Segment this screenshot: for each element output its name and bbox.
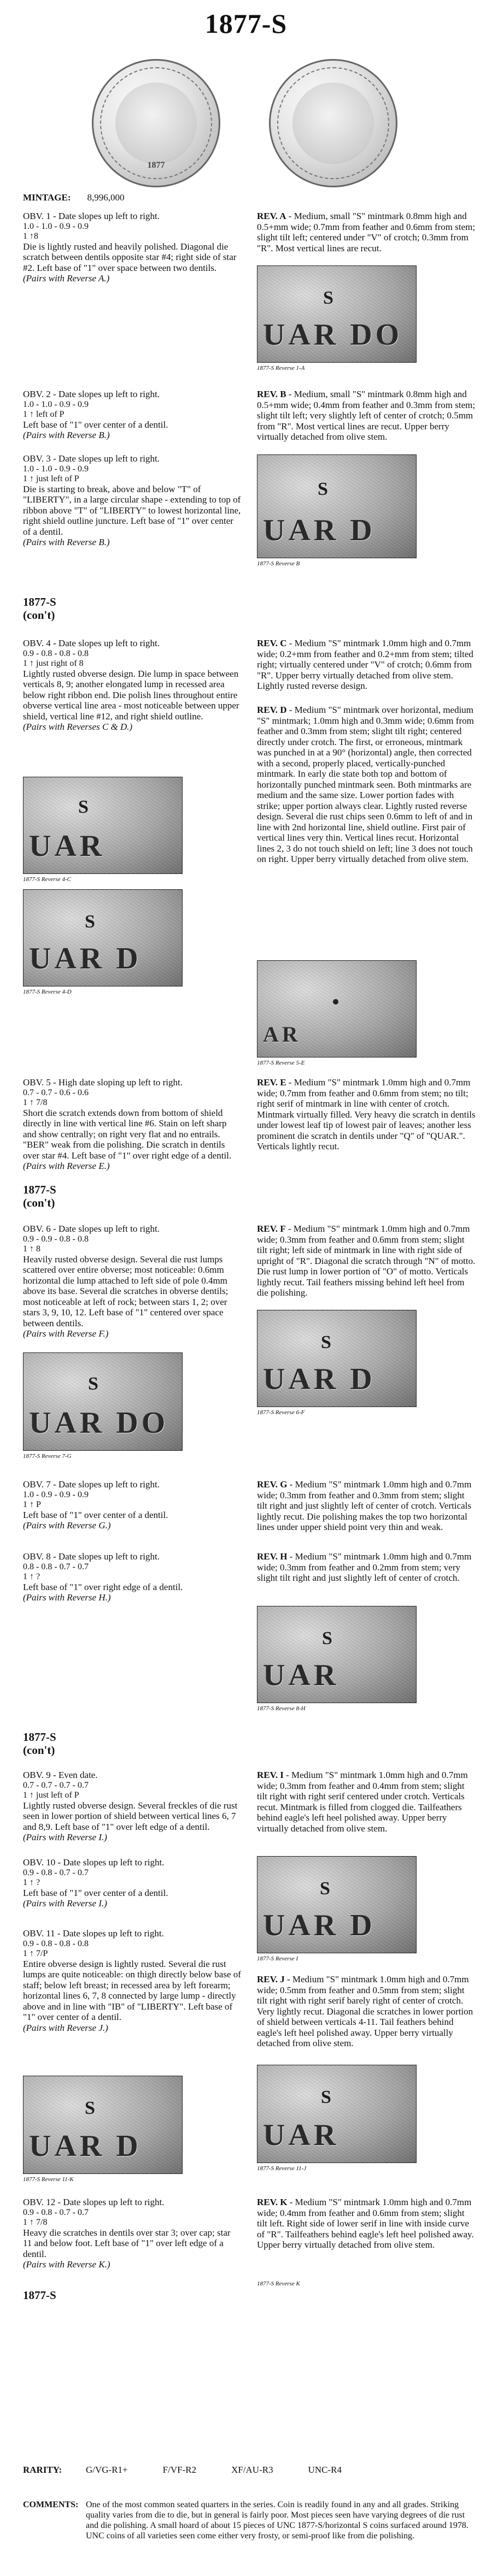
continued-heading: [23, 1730, 56, 1757]
reverse-head: REV. C: [257, 638, 287, 648]
obverse-grades: 0.7 - 0.7 - 0.7 - 0.7: [23, 1780, 89, 1790]
continued-label: (con't): [23, 1196, 55, 1209]
mintmark-s: S: [321, 2087, 331, 2107]
obverse-head: OBV. 12 - Date slopes up left to right.: [23, 2197, 165, 2207]
obverse-text: Heavily rusted obverse design. Several die rust lumps scattered over entire obverse; most noticeable: 0.6mm horizontal die lump attached to left side of pole 0.4mm above its base. Several die scratches in obverse dentils; most noticeable at left of rock; between stars 1, 2; over stars 3, 9, 10, 12. Left base of "1" centered over space between dentils.: [23, 1254, 229, 1328]
reverse-entry: [257, 1551, 476, 1584]
obverse-head: OBV. 8 - Date slopes up left to right.: [23, 1551, 160, 1562]
obverse-text: Left base of "1" over center of a dentil.: [23, 1509, 168, 1520]
obverse-arrows: 1 ↑ just left of P: [23, 474, 79, 483]
coin-design: [115, 82, 197, 164]
obverse-grades: 1.0 - 1.0 - 0.9 - 0.9: [23, 464, 89, 474]
obverse-text: Die is lightly rusted and heavily polished. Diagonal die scratch between dentils opposite star #4; right side of star #2. Left base of "1" over space between two dentils.: [23, 241, 237, 273]
mintmark-s: S: [320, 1878, 330, 1899]
obverse-head: OBV. 6 - Date slopes up left to right.: [23, 1224, 160, 1234]
photo-letters: UAR D: [29, 2129, 142, 2163]
mintmark-s: S: [85, 2098, 95, 2118]
reverse-head: REV. H: [257, 1551, 288, 1562]
die-rust-dot: [333, 999, 338, 1005]
reverse-head: REV. A: [257, 211, 286, 221]
obverse-entry: [23, 638, 242, 732]
obverse-note: (Pairs with Reverse I.): [23, 1898, 107, 1909]
obverse-text: Lightly rusted obverse design. Die lump in space between verticals 8, 9; another elongated lump in recessed area below right ribbon end. Die polish lines throughout entire obverse vertical line area - most noticeable between upper shield, vertical line #12, and right shield outline.: [23, 668, 239, 722]
photo-caption: 1877-S Reverse 1-A: [257, 365, 305, 371]
continued-label: (con't): [23, 1744, 55, 1757]
reverse-text: - Medium "S" mintmark 1.0mm high and 0.7mm wide; 0.2+mm from feather and 0.2+mm from stem; tilted right; virtually centered under "V" of crotch; 0.6mm from "R". Upper berry virtually detached from olive stem. Lightly rusted reverse design.: [257, 638, 473, 691]
page-title: 1877-S: [204, 8, 288, 39]
obverse-head: OBV. 7 - Date slopes up left to right.: [23, 1479, 160, 1490]
reverse-photo: [257, 1856, 417, 1953]
photo-caption: 1877-S Reverse 8-H: [257, 1705, 306, 1712]
mintage-label: MINTAGE:: [23, 192, 71, 203]
obverse-entry: [23, 1224, 242, 1339]
obverse-entry: [23, 211, 242, 284]
photo-caption: 1877-S Reverse 11-K: [23, 2176, 74, 2183]
reverse-photo: [257, 1310, 417, 1407]
obverse-arrows: 1 ↑ 8: [23, 1244, 40, 1254]
obverse-head: OBV. 3 - Date slopes up left to right.: [23, 453, 160, 464]
rarity-f: F/VF-R2: [162, 2465, 197, 2475]
reverse-photo: [257, 2065, 417, 2163]
reverse-head: REV. I: [257, 1770, 284, 1780]
photo-letters: UAR: [263, 1658, 339, 1692]
obverse-grades: 1.0 - 0.9 - 0.9 - 0.9: [23, 1490, 89, 1499]
obverse-head: OBV. 11 - Date slopes up left to right.: [23, 1928, 164, 1939]
mintmark-s: S: [88, 1374, 98, 1394]
obverse-head: OBV. 1 - Date slopes up left to right.: [23, 211, 160, 221]
photo-letters: UAR: [263, 2118, 339, 2152]
reverse-entry: [257, 211, 476, 253]
obverse-entry: [23, 1077, 242, 1172]
obverse-grades: 0.9 - 0.9 - 0.8 - 0.8: [23, 1234, 89, 1244]
mintmark-s: S: [318, 479, 328, 499]
continued-title: 1877-S: [23, 1730, 56, 1744]
photo-letters: UAR D: [29, 942, 142, 976]
rarity-xf: XF/AU-R3: [231, 2465, 273, 2475]
reverse-head: REV. D: [257, 705, 287, 715]
mintmark-s: S: [321, 1332, 331, 1352]
photo-caption: 1877-S Reverse 4-D: [23, 989, 72, 995]
reverse-head: REV. E: [257, 1077, 286, 1088]
photo-letters: UAR DO: [29, 1406, 169, 1440]
reverse-text: - Medium, small "S" mintmark 0.8mm high and 0.5+mm wide; 0.4mm from feather and 0.3mm from stem; slight tilt left; very slightly left of center of crotch; 0.5mm from "R". Most vertical lines are recut. Upper berry virtually detached from olive stem.: [257, 389, 476, 442]
obverse-note: (Pairs with Reverse E.): [23, 1161, 110, 1171]
mintmark-s: S: [322, 1628, 332, 1649]
continued-title: 1877-S: [23, 1183, 56, 1196]
reverse-entry: [257, 1224, 476, 1298]
mintage-value: 8,996,000: [87, 192, 125, 203]
obverse-head: OBV. 2 - Date slopes up left to right.: [23, 389, 160, 399]
photo-letters: UAR DO: [263, 318, 403, 352]
obverse-entry: [23, 1857, 242, 1909]
obverse-note: (Pairs with Reverse B.): [23, 430, 110, 440]
obverse-arrows: 1 ↑ ?: [23, 1571, 40, 1581]
reverse-head: REV. K: [257, 2197, 288, 2207]
reverse-photo: [23, 889, 183, 986]
reverse-entry: [257, 389, 476, 442]
reverse-text: - Medium "S" mintmark 1.0mm high and 0.7mm wide; 0.4mm from feather and 0.6mm from stem; slight tilt left. Right side of lower serif in line with inside curve of "R". Tailfeathers behind eagle's left heel polished away. Upper berry virtually detached from olive stem.: [257, 2197, 474, 2250]
photo-letters: AR: [263, 1022, 301, 1047]
obverse-note: (Pairs with Reverse H.): [23, 1592, 111, 1603]
obverse-grades: 0.9 - 0.8 - 0.8 - 0.8: [23, 648, 89, 658]
obverse-note: (Pairs with Reverse J.): [23, 2022, 108, 2033]
photo-caption: 1877-S Reverse B: [257, 560, 300, 567]
obverse-entry: [23, 1770, 242, 1843]
reverse-photo: [23, 1352, 183, 1451]
reverse-entry: [257, 1974, 476, 2049]
obverse-grades: 0.9 - 0.8 - 0.7 - 0.7: [23, 2207, 89, 2217]
obverse-note: (Pairs with Reverse B.): [23, 537, 110, 547]
photo-caption: 1877-S Reverse K: [257, 2280, 300, 2287]
mintmark-s: S: [323, 288, 333, 308]
obverse-entry: [23, 1479, 242, 1531]
reverse-text: - Medium "S" mintmark 1.0mm high and 0.7mm wide; 0.3mm from feather and 0.3mm from stem; slight tilt right and just slightly left of center of crotch. Verticals lightly recut. Die polishing makes the top two horizontal lines under upper shield point very thin and weak.: [257, 1479, 472, 1532]
mintmark-s: S: [85, 912, 95, 932]
photo-caption: 1877-S Reverse 5-E: [257, 1060, 305, 1066]
obverse-text: Die is starting to break, above and below "T" of "LIBERTY", in a large circular shape - extending to top of ribbon above "T" of "LIBERTY" to lowest horizontal line, right shield outline juncture. Left base of "1" over center of a dentil.: [23, 483, 241, 537]
reverse-head: REV. B: [257, 389, 286, 399]
section-heading: 1877-S: [23, 2289, 56, 2302]
obverse-text: Short die scratch extends down from bottom of shield directly in line with vertical line #6. Stain on left sharp and show centrally; on right very flat and no entrails. "BER" weak from die polishing. Die scratch in dentils over star #4. Left base of "1" over right edge of a dentil.: [23, 1107, 232, 1161]
rarity-line: [23, 2465, 477, 2475]
reverse-text: - Medium "S" mintmark 1.0mm high and 0.7mm wide; 0.7mm from feather and 0.6mm from stem; no tilt; right serif of mintmark in line with center of crotch. Mintmark virtually filled. Very heavy die scratch in dentils under lowest leaf tip of lowest pair of leaves; another less prominent die scratch in dentils under "Q" of "QUAR.". Verticals lightly recut.: [257, 1077, 476, 1151]
reverse-photo: [257, 960, 417, 1057]
continued-heading: [23, 1183, 56, 1209]
mintage-line: [23, 192, 125, 203]
reverse-text: - Medium, small "S" mintmark 0.8mm high and 0.5+mm wide; 0.7mm from feather and 0.6mm from stem; slight tilt left; centered under "V" of crotch; 0.3mm from "R". Most vertical lines are recut.: [257, 211, 476, 253]
reverse-entry: [257, 2197, 476, 2250]
coin-date: 1877: [147, 161, 165, 170]
photo-letters: UAR D: [263, 1909, 376, 1942]
mintmark-s: S: [78, 797, 89, 817]
obverse-arrows: 1 ↑ just left of P: [23, 1790, 79, 1800]
obverse-entry: [23, 453, 242, 548]
reverse-entry: [257, 1770, 476, 1834]
obverse-entry: [23, 389, 242, 441]
obverse-grades: 1.0 - 1.0 - 0.9 - 0.9: [23, 399, 89, 409]
obverse-grades: 0.9 - 0.8 - 0.7 - 0.7: [23, 1868, 89, 1877]
rarity-label: RARITY:: [23, 2465, 62, 2475]
photo-caption: 1877-S Reverse 6-F: [257, 1409, 305, 1416]
obverse-arrows: 1 ↑ 7/P: [23, 1948, 48, 1958]
obverse-arrows: 1 ↑ 7/8: [23, 2217, 48, 2227]
obverse-note: (Pairs with Reverse A.): [23, 273, 110, 283]
photo-caption: 1877-S Reverse 7-G: [23, 1453, 72, 1460]
obverse-entry: [23, 1551, 242, 1603]
reverse-photo: [23, 777, 183, 874]
continued-title: 1877-S: [23, 595, 56, 608]
reverse-text: - Medium "S" mintmark 1.0mm high and 0.7mm wide; 0.3mm from feather and 0.4mm from stem; slight tilt right with right serif centered under crotch. Verticals recut. Mintmark is filled from clogged die. Tailfeathers behind eagle's left heel polished away. Upper berry virtually detached from olive stem.: [257, 1770, 468, 1834]
photo-caption: 1877-S Reverse 4-C: [23, 876, 71, 883]
rarity-g: G/VG-R1+: [86, 2465, 128, 2475]
reverse-coin-image: [269, 59, 397, 187]
obverse-note: (Pairs with Reverses C & D.): [23, 722, 133, 732]
obverse-note: (Pairs with Reverse G.): [23, 1520, 111, 1531]
continued-heading: [23, 595, 56, 622]
obverse-entry: [23, 1928, 242, 2033]
reverse-photo: [257, 1606, 417, 1703]
obverse-grades: 0.7 - 0.7 - 0.6 - 0.6: [23, 1088, 89, 1097]
reverse-photo: [257, 454, 417, 558]
reverse-entry: [257, 705, 476, 865]
obverse-text: Lightly rusted obverse design. Several freckles of die rust seen in lower portion of shield between vertical lines 6, 7 and 8,9. Left base of "1" over left edge of a dentil.: [23, 1800, 238, 1832]
obverse-arrows: 1 ↑ 7/8: [23, 1097, 48, 1107]
reverse-text: - Medium "S" mintmark 1.0mm high and 0.7mm wide; 0.5mm from feather and 0.5mm from stem; slight tilt right with right serif barely right of center of crotch. Very lightly recut. Diagonal die scratches in lower portion of shield between verticals 4-11. Tail feathers behind eagle's left heel polished away. Upper berry virtually detached from olive stem.: [257, 1974, 473, 2048]
obverse-note: (Pairs with Reverse K.): [23, 2259, 110, 2270]
obverse-entry: [23, 2197, 242, 2270]
photo-letters: UAR D: [263, 513, 376, 547]
obverse-head: OBV. 4 - Date slopes up left to right.: [23, 638, 160, 648]
rarity-unc: UNC-R4: [308, 2465, 342, 2475]
reverse-text: - Medium "S" mintmark over horizontal, medium "S" mintmark; 1.0mm high and 0.3mm wide; 0.6mm from feather and 0.3mm from stem; slight tilt right; centered directly under crotch. The first, or erroneous, mintmark was punched in at a 90° (horizontal) angle, then corrected with a second, properly placed, vertically-punched mintmark. In early die state both top and bottom of horizontally punched mintmark seen. Both mintmarks are medium and the same size. Lower portion fades with strike; upper portion always clear. Lightly rusted reverse design. Several die rust chips seen 0.6mm to left of and in line with 2nd horizontal line, shield outline. First pair of vertical lines very thin. Vertical lines recut. Horizontal lines 2, 3 do not touch shield on left; line 3 does not touch on right. Upper berry virtually detached from olive stem.: [257, 705, 474, 864]
reverse-entry: [257, 638, 476, 692]
comments-label: COMMENTS:: [23, 2500, 79, 2509]
photo-caption: 1877-S Reverse I: [257, 1955, 298, 1962]
photo-caption: 1877-S Reverse 11-J: [257, 2165, 307, 2172]
reverse-head: REV. J: [257, 1974, 285, 1984]
reverse-photo: [23, 2076, 183, 2174]
obverse-arrows: 1 ↑ P: [23, 1499, 41, 1509]
coin-design: [292, 82, 374, 164]
reverse-head: REV. G: [257, 1479, 288, 1490]
reverse-photo: [257, 265, 417, 363]
obverse-text: Left base of "1" over right edge of a dentil.: [23, 1581, 183, 1592]
comments-section: [23, 2500, 477, 2541]
reverse-head: REV. F: [257, 1224, 286, 1234]
photo-letters: UAR D: [263, 1362, 376, 1396]
obverse-arrows: 1 ↑8: [23, 231, 38, 241]
reverse-text: - Medium "S" mintmark 1.0mm high and 0.7mm wide; 0.3mm from feather and 0.6mm from stem; slight tilt right; left side of mintmark in line with right side of upright of "R". Diagonal die scratch through "N" of motto. Die rust lump in lower portion of "O" of motto. Verticals lightly recut. Tail feathers missing behind left heel from die polishing.: [257, 1224, 476, 1298]
obverse-text: Left base of "1" over center of a dentil.: [23, 1887, 168, 1898]
obverse-note: (Pairs with Reverse I.): [23, 1832, 107, 1842]
obverse-head: OBV. 10 - Date slopes up left to right.: [23, 1857, 165, 1868]
obverse-arrows: 1 ↑ left of P: [23, 409, 65, 419]
obverse-note: (Pairs with Reverse F.): [23, 1328, 109, 1339]
reverse-text: - Medium "S" mintmark 1.0mm high and 0.7mm wide; 0.3mm from feather and 0.2mm from stem; very slight tilt right and just slightly left of center of crotch.: [257, 1551, 472, 1583]
obverse-grades: 1.0 - 1.0 - 0.9 - 0.9: [23, 221, 89, 231]
reverse-entry: [257, 1479, 476, 1533]
reverse-entry: [257, 1077, 476, 1152]
obverse-head: OBV. 5 - High date sloping up left to right.: [23, 1077, 183, 1088]
photo-letters: UAR: [29, 829, 106, 863]
obverse-coin-image: [92, 59, 220, 187]
obverse-arrows: 1 ↑ ?: [23, 1877, 40, 1887]
comments-text: One of the most common seated quarters in the series. Coin is readily found in any and all grades. Striking quality varies from die to die, but in general is fairly poor. Most pieces seen have varying degrees of die rust and die polishing. A small hoard of about 15 pieces of UNC 1877-S/horizontal S coins surfaced around 1978. UNC coins of all varieties seen come either very frosty, or semi-proof like from die polishing.: [86, 2500, 468, 2540]
obverse-head: OBV. 9 - Even date.: [23, 1770, 98, 1780]
obverse-arrows: 1 ↑ just right of 8: [23, 658, 84, 668]
obverse-grades: 0.9 - 0.8 - 0.8 - 0.8: [23, 1939, 89, 1948]
obverse-text: Heavy die scratches in dentils over star 3; over cap; star 11 and below foot. Left base of "1" over left edge of a dentil.: [23, 2227, 231, 2259]
obverse-text: Left base of "1" over center of a dentil.: [23, 419, 168, 430]
continued-label: (con't): [23, 608, 55, 622]
obverse-grades: 0.8 - 0.8 - 0.7 - 0.7: [23, 1562, 89, 1571]
obverse-text: Entire obverse design is lightly rusted. Several die rust lumps are quite noticeable: on thigh directly below base of staff; below left breast; in recessed area by left forearm; horizontal lines 6, 7, 8 connected by large lump - directly above and in line with "IB" of "LIBERTY". Left base of "1" over center of a dentil.: [23, 1958, 241, 2022]
